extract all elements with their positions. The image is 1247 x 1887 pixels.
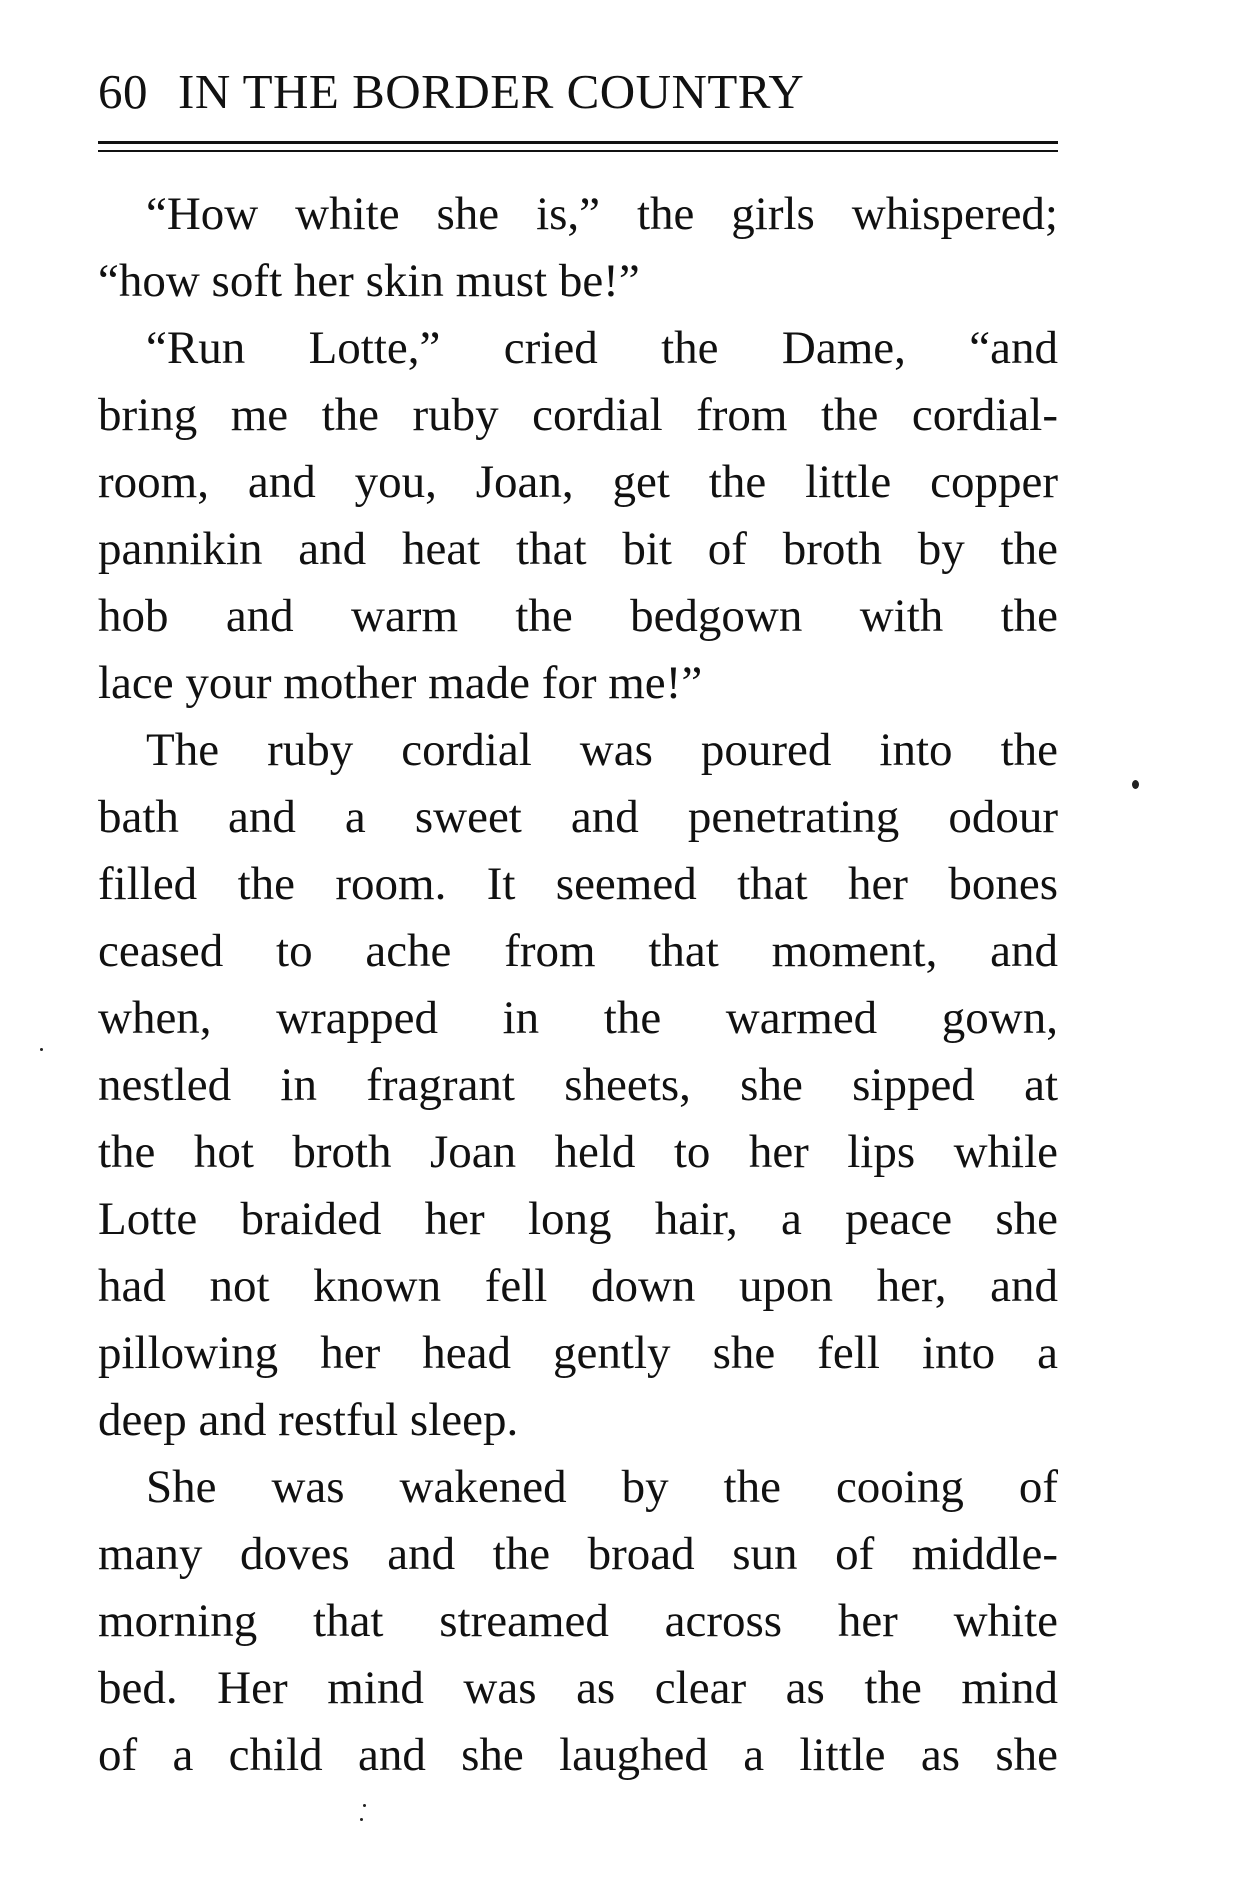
header-rule-thin xyxy=(98,150,1058,152)
text-line: The ruby cordial was poured into the xyxy=(146,724,1058,776)
text-line: room, and you, Joan, get the little copper xyxy=(98,456,1058,508)
text-line: the hot broth Joan held to her lips while xyxy=(98,1126,1058,1178)
ink-speck xyxy=(1132,780,1139,789)
text-line: hob and warm the bedgown with the xyxy=(98,590,1058,642)
text-line: of a child and she laughed a little as she xyxy=(98,1729,1058,1781)
text-line: filled the room. It seemed that her bones xyxy=(98,858,1058,910)
text-line: pillowing her head gently she fell into a xyxy=(98,1327,1058,1379)
text-line: Lotte braided her long hair, a peace she xyxy=(98,1193,1058,1245)
ink-speck xyxy=(360,1818,363,1821)
body-text xyxy=(98,181,1058,1789)
text-line: bath and a sweet and penetrating odour xyxy=(98,791,1058,843)
text-line: “how soft her skin must be!” xyxy=(98,255,640,307)
text-line: “How white she is,” the girls whispered; xyxy=(146,188,1058,240)
text-line: ceased to ache from that moment, and xyxy=(98,925,1058,977)
text-line: nestled in fragrant sheets, she sipped at xyxy=(98,1059,1058,1111)
page-number: 60 xyxy=(98,64,148,119)
text-line: She was wakened by the cooing of xyxy=(146,1461,1058,1513)
text-line: bring me the ruby cordial from the cordial- xyxy=(98,389,1058,441)
running-title: IN THE BORDER COUNTRY xyxy=(178,64,805,119)
text-line: deep and restful sleep. xyxy=(98,1394,519,1446)
text-line: “Run Lotte,” cried the Dame, “and xyxy=(146,322,1058,374)
text-line: lace your mother made for me!” xyxy=(98,657,703,709)
text-line: bed. Her mind was as clear as the mind xyxy=(98,1662,1058,1714)
header-rule-thick xyxy=(98,141,1058,144)
text-line: had not known fell down upon her, and xyxy=(98,1260,1058,1312)
text-line: when, wrapped in the warmed gown, xyxy=(98,992,1058,1044)
ink-speck xyxy=(40,1048,43,1051)
text-line: many doves and the broad sun of middle- xyxy=(98,1528,1058,1580)
text-line: pannikin and heat that bit of broth by the xyxy=(98,523,1058,575)
text-line: morning that streamed across her white xyxy=(98,1595,1058,1647)
running-head xyxy=(98,62,1058,122)
ink-speck xyxy=(363,1804,366,1807)
